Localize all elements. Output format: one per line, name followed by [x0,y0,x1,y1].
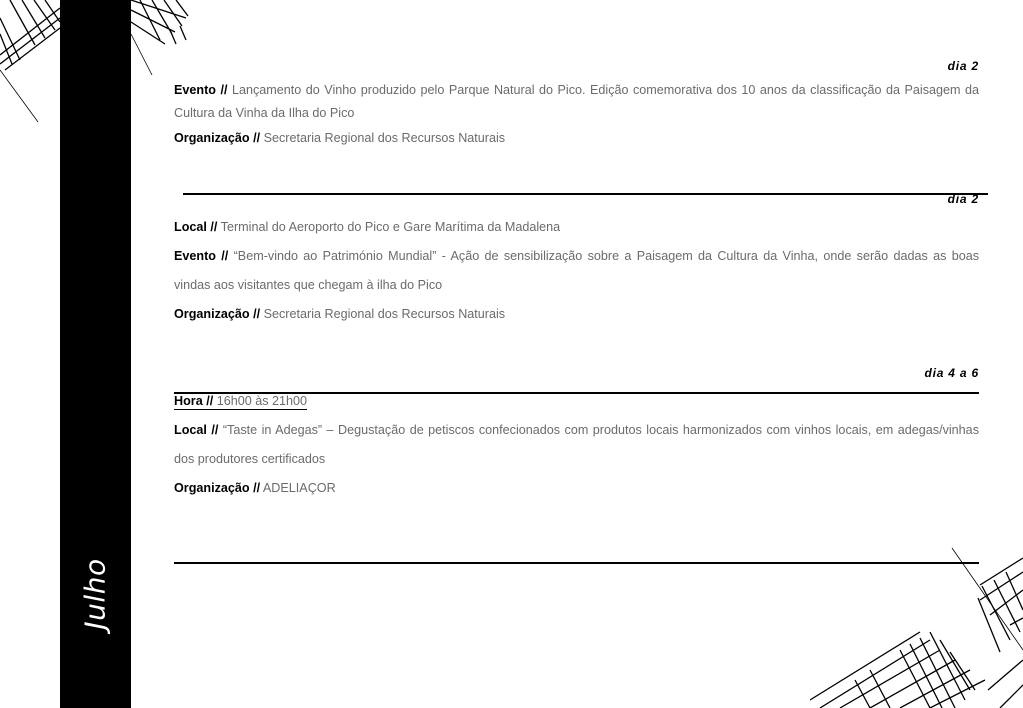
row-text: Secretaria Regional dos Recursos Naturais [263,307,506,321]
event-2-day: dia 2 [947,192,979,206]
event-1-row [174,79,979,125]
vineyard-sketch-bottom-right [810,540,1023,708]
event-1-row [174,127,979,150]
event-3-day: dia 4 a 6 [924,366,979,380]
event-3 [174,387,979,503]
event-3-row [174,474,979,503]
row-label: Organização // [174,131,261,145]
row-label: Organização // [174,481,261,495]
event-2-row [174,300,979,329]
event-2-row [174,242,979,300]
row-text: “Bem-vindo ao Património Mundial” - Ação de sensibilização sobre a Paisagem da Cultura da Vinha, onde serão dadas as boas vindas aos visitantes que chegam à ilha do Pico [174,249,980,292]
event-3-row [174,387,979,416]
row-label: Organização // [174,307,261,321]
event-1-day: dia 2 [947,59,979,73]
row-text: Terminal do Aeroporto do Pico e Gare Marítima da Madalena [220,220,561,234]
row-label: Evento // [174,83,228,97]
event-1 [174,79,979,150]
row-text: Secretaria Regional dos Recursos Naturais [263,131,506,145]
hora-row [174,393,307,410]
row-text: Lançamento do Vinho produzido pelo Parque Natural do Pico. Edição comemorativa dos 10 anos da classificação da Paisagem da Cultura da Vinha da Ilha do Pico [174,83,980,120]
row-label: Evento // [174,249,229,263]
row-label: Local // [174,423,219,437]
event-2-row [174,213,979,242]
row-label: Local // [174,220,218,234]
separator-line [183,193,988,195]
row-text: “Taste in Adegas” – Degustação de petiscos confecionados com produtos locais harmonizados com vinhos locais, em adegas/vinhas dos produtores certificados [174,423,979,466]
month-title: Julho [78,558,112,630]
event-3-row [174,416,979,474]
event-2 [174,213,979,329]
row-text: ADELIAÇOR [262,481,336,495]
row-label: Hora // [174,394,214,408]
row-text: 16h00 às 21h00 [216,394,308,408]
separator-line [174,562,979,564]
